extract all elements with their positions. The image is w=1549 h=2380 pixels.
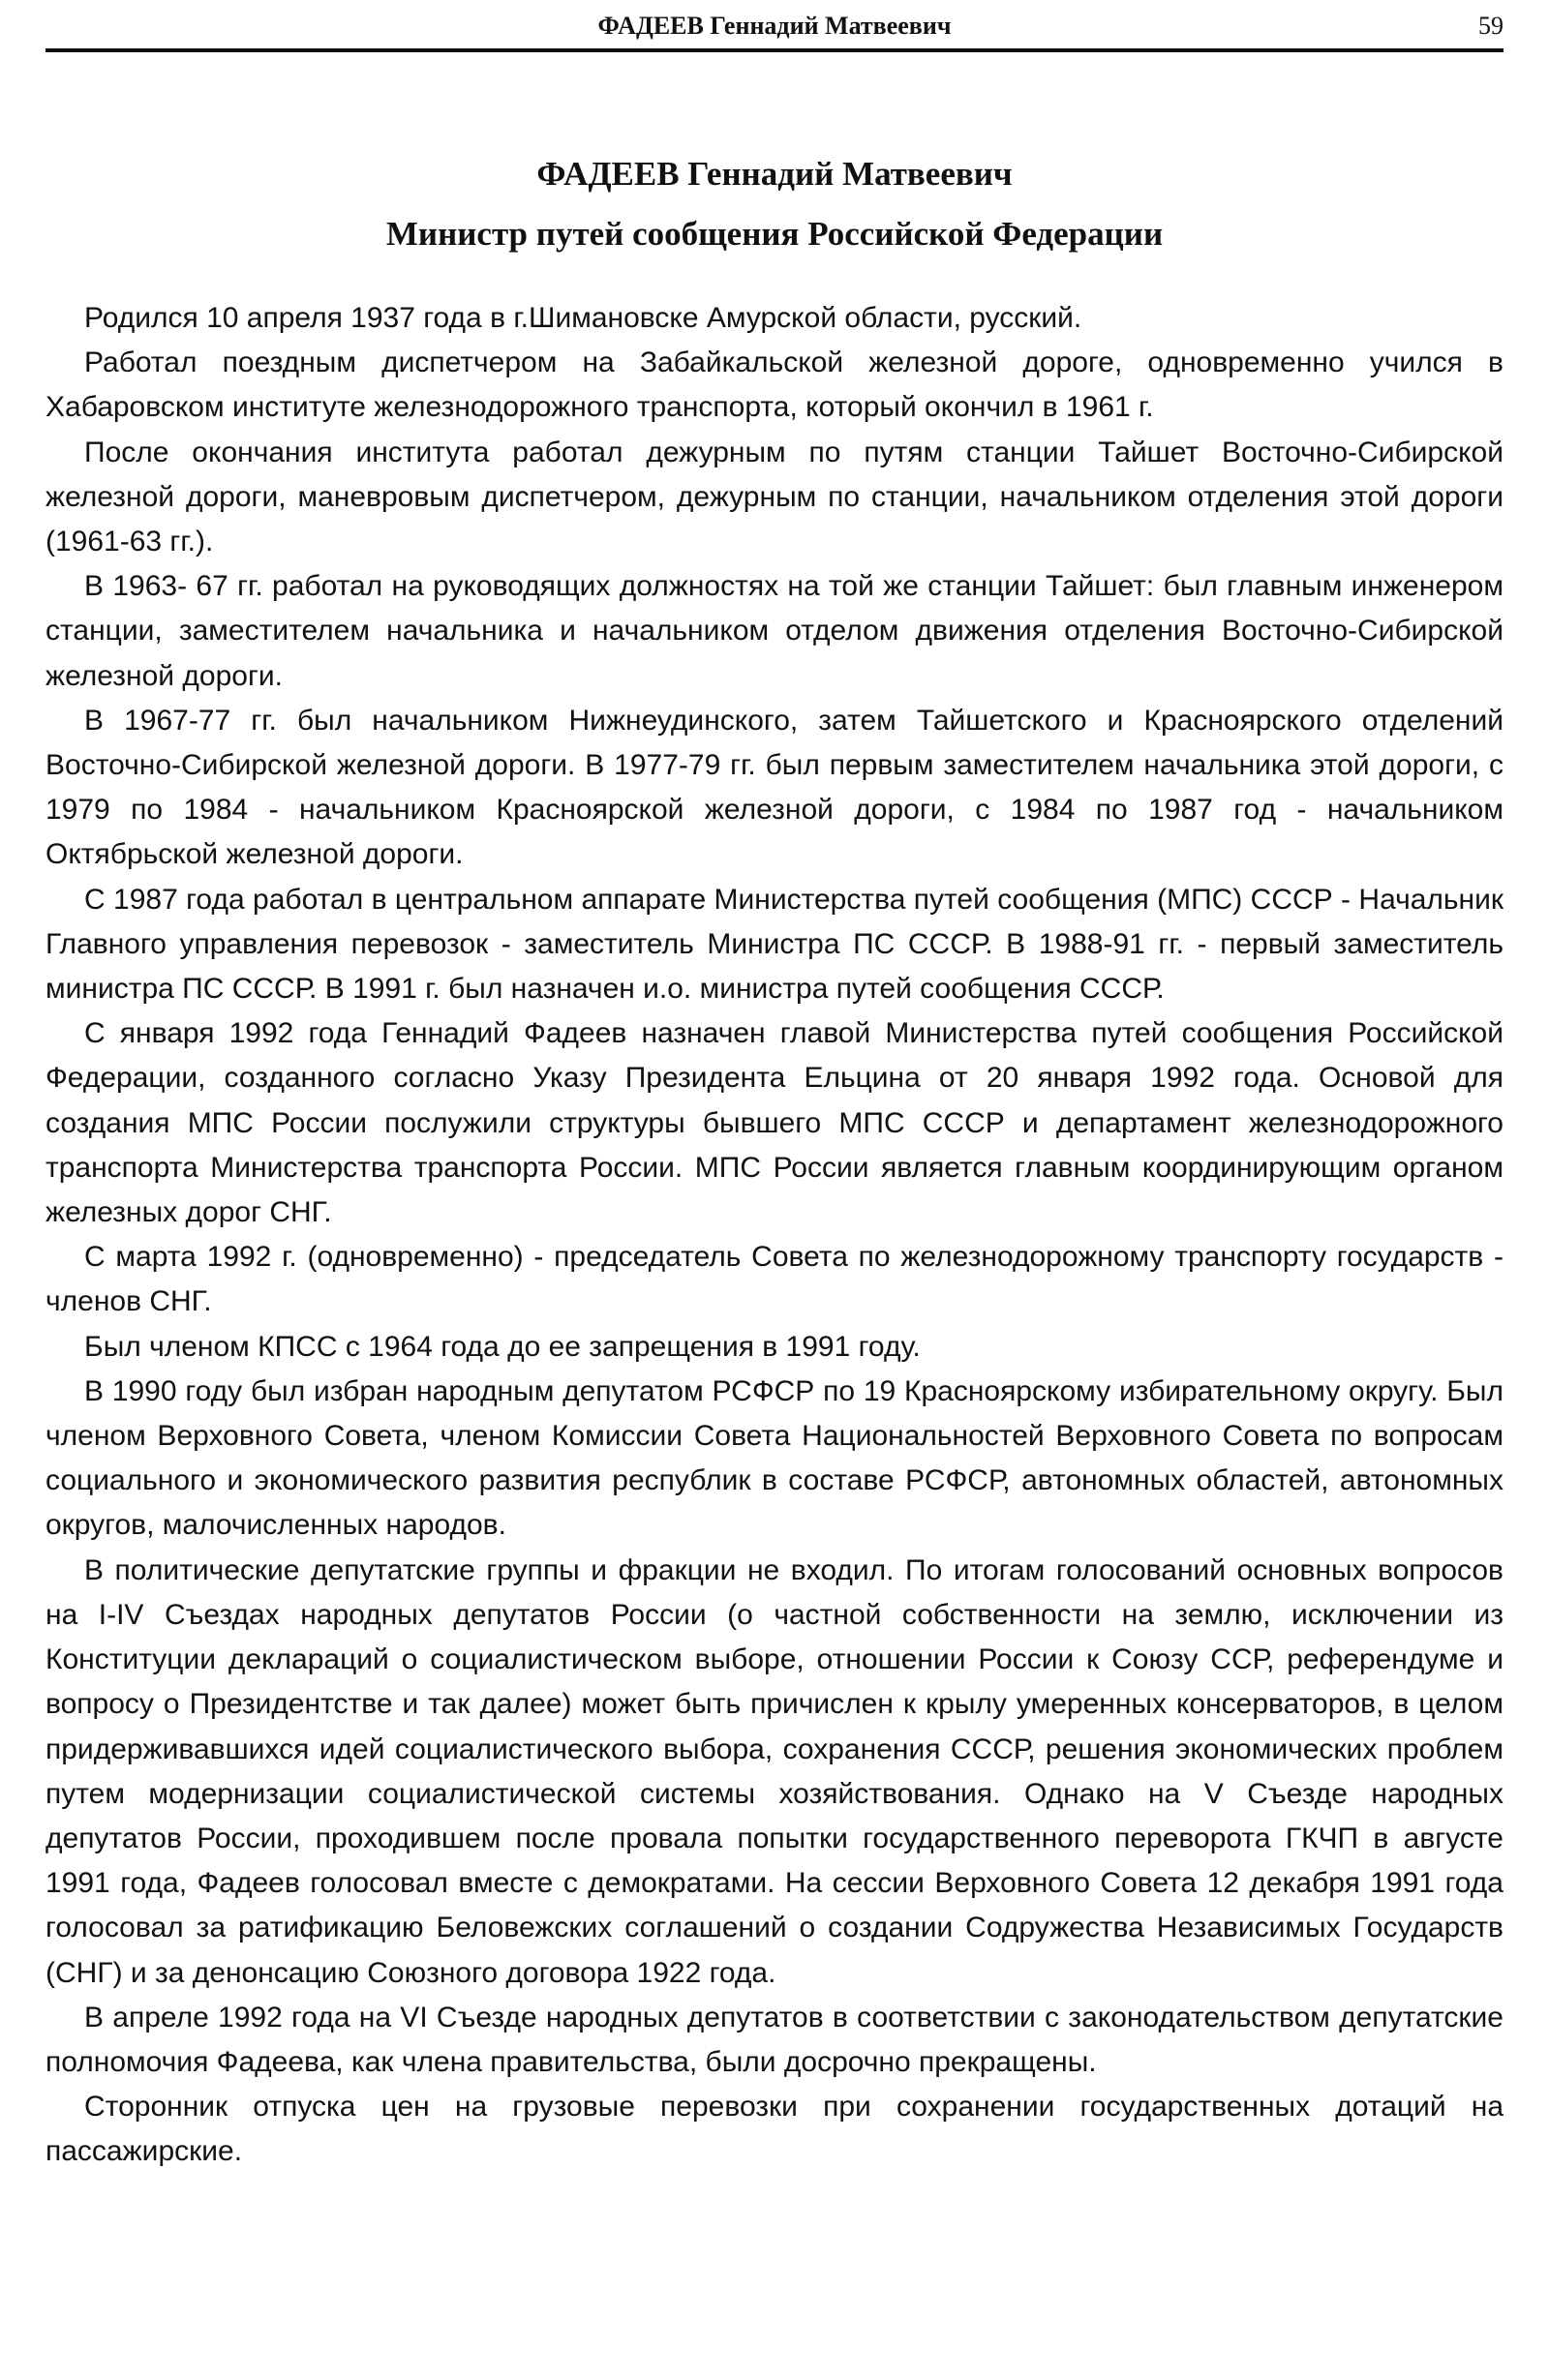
paragraph: В 1963- 67 гг. работал на руководящих должностях на той же станции Тайшет: был главным инженером станции, заместителем начальника и начальником отделом движения отделения Восточно-Сибирской железной дороги. (46, 570, 1503, 692)
paragraph: Был членом КПСС с 1964 года до ее запрещения в 1991 году. (84, 1330, 921, 1363)
paragraph: С марта 1992 г. (одновременно) - председатель Совета по железнодорожному транспорту государств - членов СНГ. (46, 1241, 1503, 1318)
paragraph: После окончания института работал дежурным по путям станции Тайшет Восточно-Сибирской железной дороги, маневровым диспетчером, дежурным по станции, начальником отделения этой дороги (1961-63 гг.). (46, 436, 1503, 558)
article-subtitle: Министр путей сообщения Российской Федерации (385, 215, 1164, 253)
article-title: ФАДЕЕВ Геннадий Матвеевич (536, 155, 1013, 193)
paragraph: В апреле 1992 года на VI Съезде народных депутатов в соответствии с законодательством депутатские полномочия Фадеева, как члена правительства, были досрочно прекращены. (46, 2001, 1503, 2078)
paragraph: В политические депутатские группы и фракции не входил. По итогам голосований основных вопросов на I-IV Съездах народных депутатов России (о частной собственности на землю, исключении из Конституции деклараций о социалистическом выборе, отношении России к Союзу ССР, референдуме и вопросу о Президентстве и так далее) может быть причислен к крылу умеренных консерваторов, в целом придерживавшихся идей социалистического выбора, сохранения СССР, решения экономических проблем путем модернизации социалистической системы хозяйствования. Однако на V Съезде народных депутатов России, проходившем после провала попытки государственного переворота ГКЧП в августе 1991 года, Фадеев голосовал вместе с демократами. На сессии Верховного Совета 12 декабря 1991 года голосовал за ратификацию Беловежских соглашений о создании Содружества Независимых Государств (СНГ) и за денонсацию Союзного договора 1922 года. (46, 1553, 1503, 1989)
paragraph: В 1967-77 гг. был начальником Нижнеудинского, затем Тайшетского и Красноярского отделений Восточно-Сибирской железной дороги. В 1977-79 гг. был первым заместителем начальника этой дороги, с 1979 по 1984 - начальником Красноярской железной дороги, с 1984 по 1987 год - начальником Октябрьской железной дороги. (46, 704, 1503, 871)
running-title: ФАДЕЕВ Геннадий Матвеевич (597, 12, 952, 40)
paragraph: Работал поездным диспетчером на Забайкальской железной дороге, одновременно учился в Хабаровском институте железнодорожного транспорта, который окончил в 1961 г. (46, 346, 1503, 424)
paragraph: С января 1992 года Геннадий Фадеев назначен главой Министерства путей сообщения Российской Федерации, созданного согласно Указу Президента Ельцина от 20 января 1992 года. Основой для создания МПС России послужили структуры бывшего МПС СССР и департамент железнодорожного транспорта Министерства транспорта России. МПС России является главным координирующим органом железных дорог СНГ. (46, 1017, 1503, 1229)
paragraph: С 1987 года работал в центральном аппарате Министерства путей сообщения (МПС) СССР - Начальник Главного управления перевозок - заместитель Министра ПС СССР. В 1988-91 гг. - первый заместитель министра ПС СССР. В 1991 г. был назначен и.о. министра путей сообщения СССР. (46, 883, 1503, 1006)
header-rule (46, 48, 1503, 52)
article-body (46, 296, 1503, 2175)
paragraph: Сторонник отпуска цен на грузовые перевозки при сохранении государственных дотаций на пассажирские. (46, 2091, 1503, 2168)
paragraph: Родился 10 апреля 1937 года в г.Шимановске Амурской области, русский. (84, 302, 1082, 334)
page-number: 59 (1478, 12, 1503, 40)
running-header (46, 12, 1503, 50)
paragraph: В 1990 году был избран народным депутатом РСФСР по 19 Красноярскому избирательному округу. Был членом Верховного Совета, членом Комиссии Совета Национальностей Верховного Совета по вопросам социального и экономического развития республик в составе РСФСР, автономных областей, автономных округов, малочисленных народов. (46, 1374, 1503, 1542)
